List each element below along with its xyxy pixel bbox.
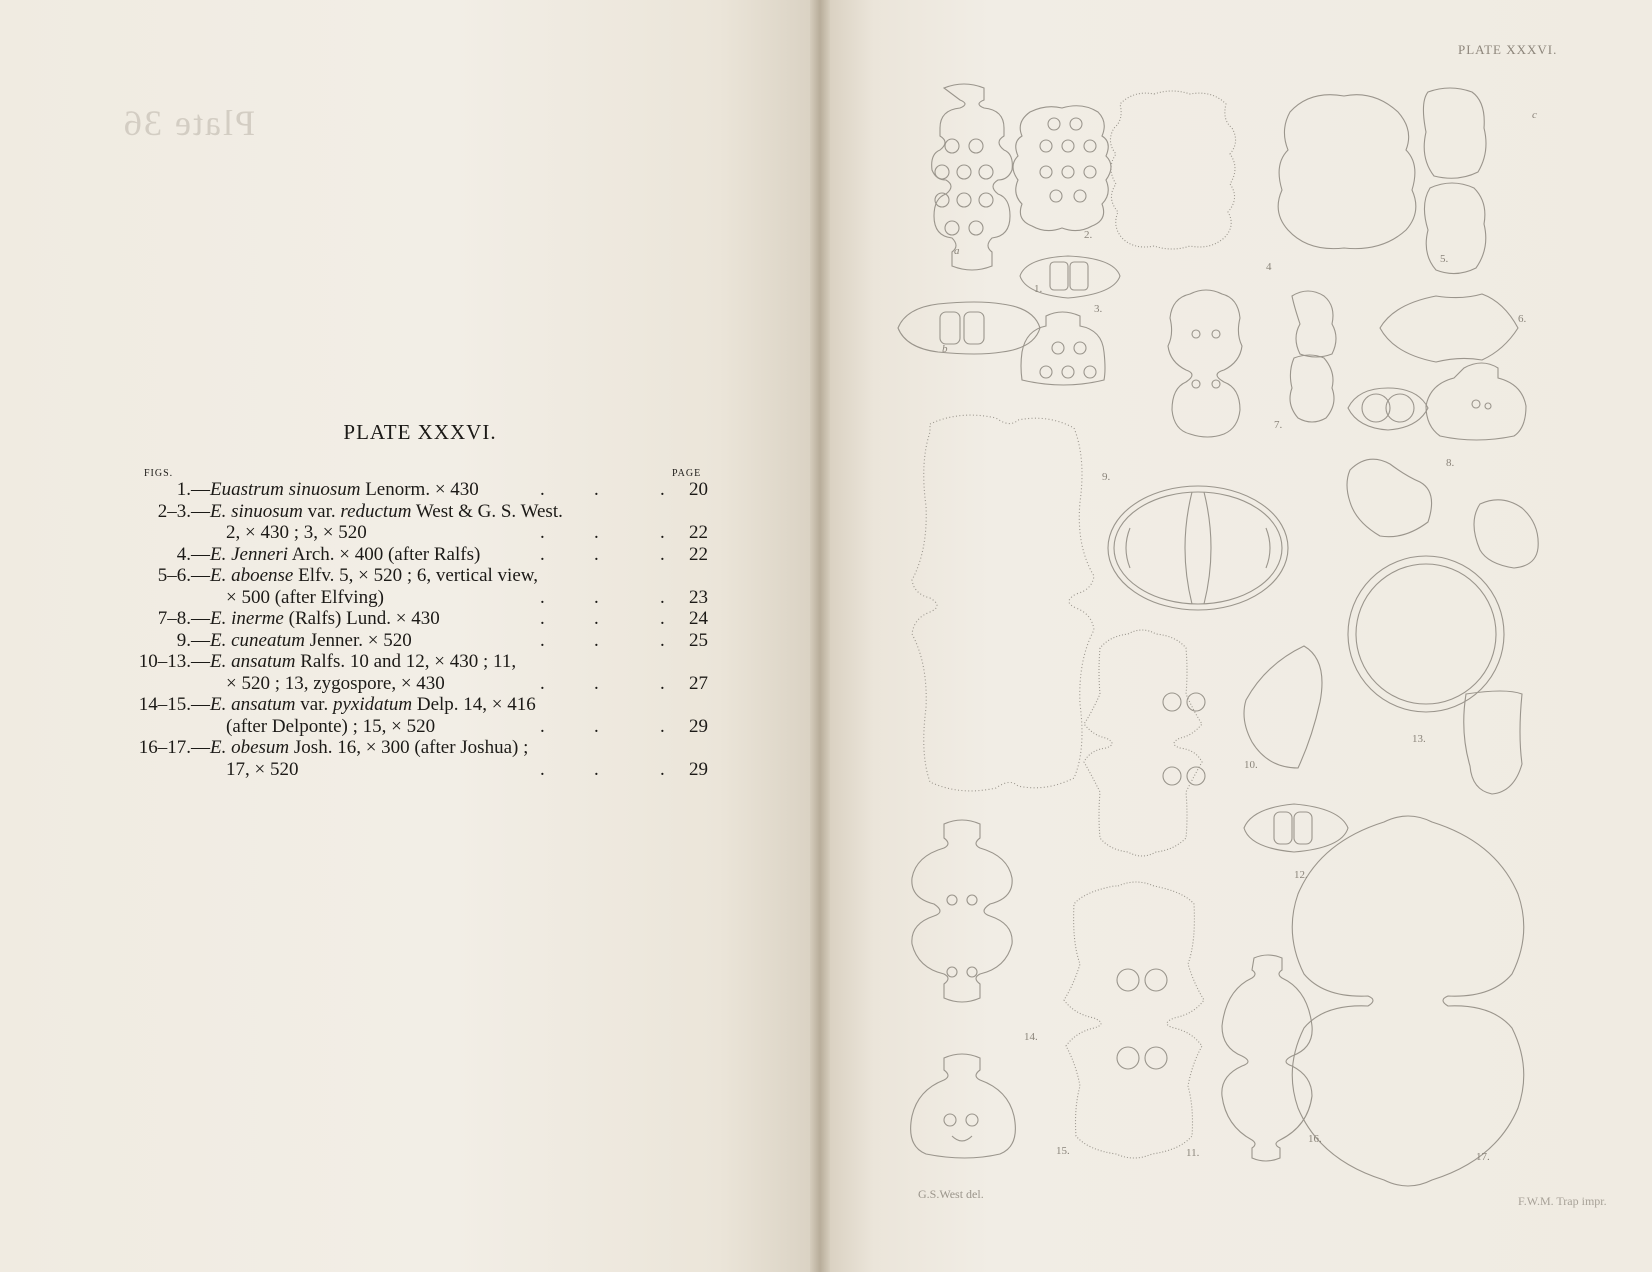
figure-16-drawing: [1222, 955, 1312, 1161]
page-column-label: PAGE: [672, 468, 702, 479]
figure-4-drawing: [1110, 91, 1235, 249]
figure-5a-drawing: [1278, 95, 1416, 249]
caption-text: E. ansatum var. pyxidatum Delp. 14, × 416: [210, 694, 536, 715]
species-name: E. obesum: [210, 737, 290, 758]
letter-a: a: [954, 245, 960, 257]
desmid-plate-illustration: [824, 0, 1652, 1272]
caption-page-number: 22: [689, 543, 708, 565]
caption-row: [0, 501, 820, 523]
caption-text: 2, × 430 ; 3, × 520: [226, 522, 367, 543]
figure-15-drawing: [911, 1054, 1016, 1158]
species-name: E. inerme: [210, 608, 284, 629]
caption-figure-number: 4.—: [176, 543, 210, 565]
letter-b: b: [942, 343, 948, 355]
leader-dot: .: [660, 629, 665, 651]
fig-label-15: 15.: [1056, 1145, 1070, 1157]
figure-9a-drawing: [912, 415, 1094, 791]
leader-dot: .: [540, 629, 545, 651]
leader-dot: .: [540, 586, 545, 608]
figure-17-drawing: [1292, 816, 1524, 1186]
leader-dot: .: [540, 543, 545, 565]
leader-dot: .: [540, 608, 545, 629]
caption-row: [0, 479, 820, 501]
caption-page-number: 25: [689, 629, 708, 651]
caption-text: E. obesum Josh. 16, × 300 (after Joshua) ;: [210, 737, 529, 758]
plate-running-title: PLATE XXXVI.: [1458, 42, 1558, 57]
fig-label-16: 16.: [1308, 1133, 1322, 1145]
caption-page-number: 20: [689, 479, 708, 500]
leader-dot: .: [540, 715, 545, 737]
caption-text: E. cuneatum Jenner. × 520: [210, 629, 412, 651]
caption-text: Euastrum sinuosum Lenorm. × 430: [210, 479, 479, 500]
show-through-ghost-text: Plate 36: [122, 103, 255, 143]
caption-row: [0, 694, 820, 716]
fig-label-14: 14.: [1024, 1031, 1038, 1043]
figure-8a-drawing: [1426, 363, 1526, 440]
figure-13-zygospore-drawing: [1348, 556, 1504, 712]
caption-row: [0, 673, 820, 695]
caption-text: (after Delponte) ; 15, × 520: [226, 715, 436, 737]
caption-list: [0, 479, 820, 780]
caption-page-number: 22: [689, 522, 708, 543]
species-name: E. ansatum: [210, 694, 296, 715]
figure-1a-pore: [945, 139, 959, 153]
species-name: E. aboense: [210, 565, 294, 586]
fig-label-17: 17.: [1476, 1151, 1490, 1163]
leader-dot: .: [660, 715, 665, 737]
caption-row: [0, 565, 820, 587]
fig-label-10: 10.: [1244, 759, 1258, 771]
fig-label-7: 7.: [1274, 419, 1283, 431]
leader-dot: .: [594, 543, 599, 565]
leader-dot: .: [660, 479, 665, 500]
figure-13-empty-cell-drawing: [1347, 459, 1432, 537]
caption-page-number: 29: [689, 758, 708, 780]
caption-text: E. inerme (Ralfs) Lund. × 430: [210, 608, 440, 629]
leader-dot: .: [594, 629, 599, 651]
figure-1b-drawing: [898, 302, 1040, 354]
delineator-credit: G.S.West del.: [918, 1187, 984, 1201]
caption-text: E. sinuosum var. reductum West & G. S. West.: [210, 500, 563, 522]
printer-credit: F.W.M. Trap impr.: [1518, 1194, 1607, 1208]
caption-text: E. ansatum Ralfs. 10 and 12, × 430 ; 11,: [210, 651, 517, 672]
leader-dot: .: [594, 608, 599, 629]
figure-11-drawing: [1064, 882, 1204, 1158]
caption-figure-number: 7–8.—: [157, 608, 210, 629]
caption-figure-number: 10–13.—: [138, 651, 210, 672]
species-name: pyxidatum: [332, 694, 413, 715]
leader-dot: .: [660, 522, 665, 543]
fig-label-2: 2.: [1084, 229, 1093, 241]
leader-dot: .: [594, 586, 599, 608]
caption-figure-number: 9.—: [176, 629, 210, 651]
figure-5c-drawing: [1423, 88, 1486, 178]
species-name: E. sinuosum: [210, 500, 303, 522]
figure-2-drawing: [1013, 106, 1111, 231]
caption-row: [0, 522, 820, 544]
species-name: reductum: [340, 500, 412, 522]
figs-column-label: FIGS.: [144, 468, 174, 479]
fig-label-5: 5.: [1440, 253, 1449, 265]
leader-dot: .: [660, 758, 665, 780]
figure-10-drawing: [1084, 630, 1202, 856]
figure-9b-drawing: [1108, 486, 1288, 610]
leader-dot: .: [540, 522, 545, 543]
caption-row: [0, 651, 820, 673]
caption-figure-number: 1.—: [176, 479, 210, 500]
species-name: E. cuneatum: [210, 629, 305, 651]
figure-3a-drawing: [1021, 312, 1105, 385]
leader-dot: .: [594, 672, 599, 694]
leader-dot: .: [594, 522, 599, 543]
caption-page-number: 24: [689, 608, 708, 629]
leader-dot: .: [660, 672, 665, 694]
leader-dot: .: [540, 672, 545, 694]
figure-7a-drawing: [1168, 290, 1242, 437]
figure-12-drawing: [1244, 804, 1348, 852]
caption-row: [0, 587, 820, 609]
figure-1a-drawing: [932, 84, 1013, 270]
caption-text: E. Jenneri Arch. × 400 (after Ralfs): [210, 543, 481, 565]
caption-figure-number: 2–3.—: [157, 500, 210, 522]
caption-row: [0, 544, 820, 566]
species-name: Euastrum sinuosum: [210, 479, 361, 500]
caption-row: [0, 630, 820, 652]
caption-row: [0, 737, 820, 759]
fig-label-9: 9.: [1102, 471, 1111, 483]
figure-7c-drawing: [1292, 291, 1336, 357]
caption-text: 17, × 520: [226, 758, 299, 780]
caption-page-number: 27: [689, 672, 708, 694]
fig-label-3: 3.: [1094, 303, 1103, 315]
caption-figure-number: 14–15.—: [138, 694, 210, 715]
leader-dot: .: [594, 715, 599, 737]
caption-text: × 500 (after Elfving): [226, 586, 384, 608]
caption-figure-number: 5–6.—: [157, 565, 210, 586]
leader-dot: .: [660, 608, 665, 629]
caption-row: [0, 716, 820, 738]
leader-dot: .: [594, 758, 599, 780]
species-name: E. Jenneri: [210, 543, 289, 565]
caption-row: [0, 608, 820, 630]
leader-dot: .: [660, 543, 665, 565]
caption-figure-number: 16–17.—: [138, 737, 210, 758]
plate-heading: PLATE XXXVI.: [343, 420, 497, 444]
species-name: E. ansatum: [210, 651, 296, 672]
fig-label-1: 1.: [1034, 283, 1043, 295]
caption-text: × 520 ; 13, zygospore, × 430: [226, 672, 445, 694]
leader-dot: .: [594, 479, 599, 500]
figure-14-drawing: [912, 820, 1012, 1002]
figure-8b-drawing: [1348, 388, 1428, 430]
fig-label-13: 13.: [1412, 733, 1426, 745]
caption-row: [0, 759, 820, 781]
fig-label-6: 6.: [1518, 313, 1527, 325]
caption-page-number: 23: [689, 586, 708, 608]
letter-c: c: [1532, 109, 1537, 121]
leader-dot: .: [540, 758, 545, 780]
fig-label-12: 12.: [1294, 869, 1308, 881]
leader-dot: .: [660, 586, 665, 608]
figure-6-drawing: [1380, 294, 1518, 362]
fig-label-11: 11.: [1186, 1147, 1200, 1159]
caption-text: E. aboense Elfv. 5, × 520 ; 6, vertical view,: [210, 565, 539, 586]
fig-label-4: 4: [1266, 261, 1272, 273]
leader-dot: .: [540, 479, 545, 500]
fig-label-8: 8.: [1446, 457, 1455, 469]
caption-page-number: 29: [689, 715, 708, 737]
